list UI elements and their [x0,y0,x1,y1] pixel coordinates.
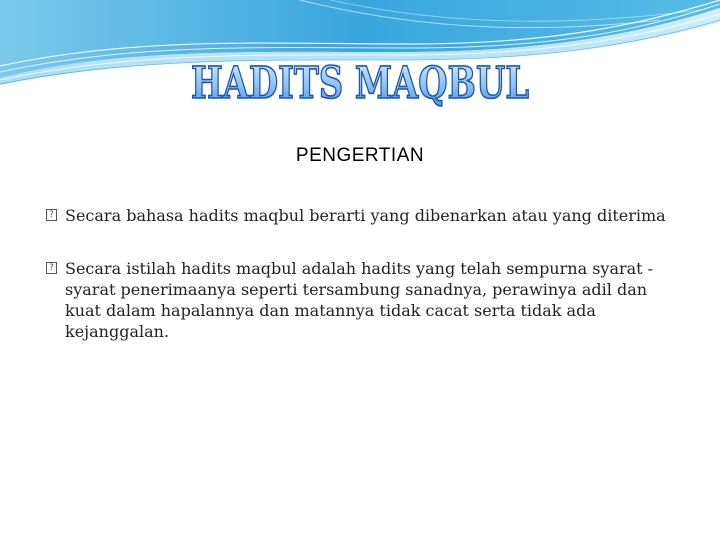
bullet-list [46,205,686,374]
bullet-box-icon: ? [46,262,57,274]
bullet-text: Secara bahasa hadits maqbul berarti yang dibenarkan atau yang diterima [65,206,666,225]
bullet-text: Secara istilah hadits maqbul adalah hadits yang telah sempurna syarat -syarat penerimaanya seperti tersambung sanadnya, perawinya adil dan kuat dalam hapalannya dan matannya tidak cacat serta tidak ada kejanggalan. [65,259,654,341]
section-heading: PENGERTIAN [295,145,425,166]
bullet-box-icon: ? [46,209,57,221]
bullet-item [46,205,686,226]
slide-title [0,52,720,112]
slide-title-text: HADITS MAQBUL [191,58,529,109]
bullet-item [46,258,686,342]
